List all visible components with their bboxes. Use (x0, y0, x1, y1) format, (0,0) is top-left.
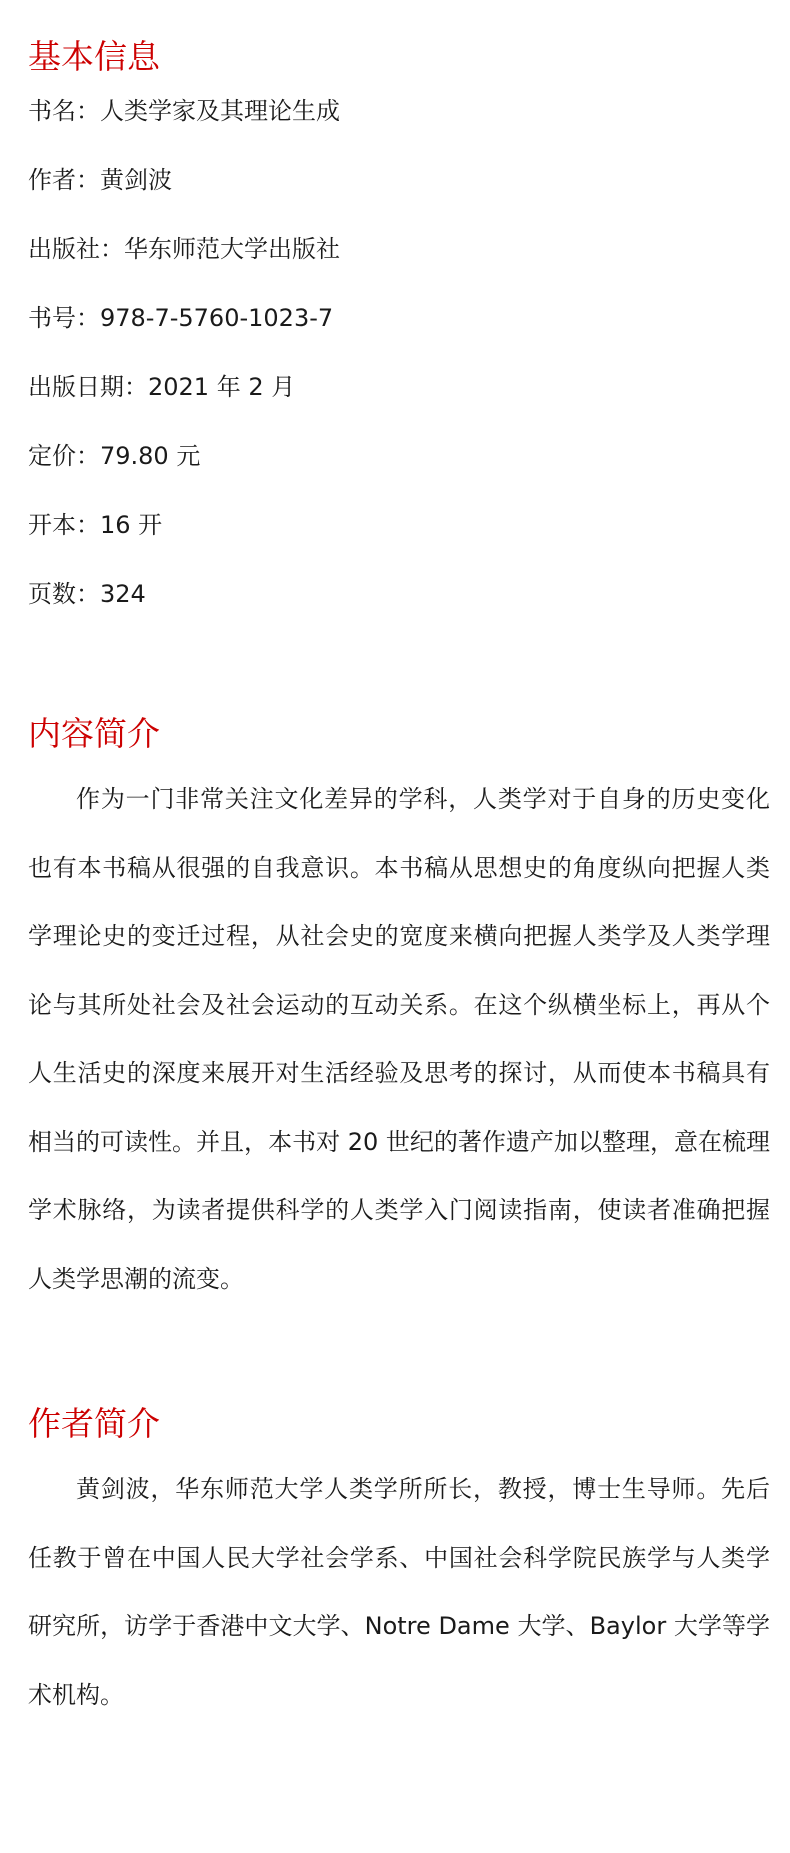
info-format: 开本：16 开 (28, 511, 163, 539)
info-author: 作者：黄剑波 (28, 166, 172, 194)
basic-info-list (28, 94, 770, 611)
basic-info-section (28, 34, 770, 611)
summary-section (28, 711, 770, 1313)
info-book-title: 书名：人类学家及其理论生成 (28, 97, 340, 125)
summary-paragraph: 作为一门非常关注文化差异的学科，人类学对于自身的历史变化也有本书稿从很强的自我意识。本书稿从思想史的角度纵向把握人类学理论史的变迁过程，从社会史的宽度来横向把握人类学及人类学理论与其所处社会及社会运动的互动关系。在这个纵横坐标上，再从个人生活史的深度来展开对生活经验及思考的探讨，从而使本书稿具有相当的可读性。并且，本书对 20 世纪的著作遗产加以整理，意在梳理学术脉络，为读者提供科学的人类学入门阅读指南，使读者准确把握人类学思潮的流变。 (28, 785, 770, 1293)
info-isbn: 书号：978-7-5760-1023-7 (28, 304, 334, 332)
author-title: 作者简介 (28, 1404, 160, 1443)
author-section (28, 1401, 770, 1729)
info-pages: 页数：324 (28, 580, 146, 608)
info-price: 定价：79.80 元 (28, 442, 201, 470)
info-publisher: 出版社：华东师范大学出版社 (28, 235, 340, 263)
author-paragraph: 黄剑波，华东师范大学人类学所所长，教授，博士生导师。先后任教于曾在中国人民大学社会学系、中国社会科学院民族学与人类学研究所，访学于香港中文大学、Notre Dame 大学、Baylor 大学等学术机构。 (28, 1475, 770, 1709)
summary-title: 内容简介 (28, 714, 160, 753)
basic-info-title: 基本信息 (28, 37, 160, 76)
info-publish-date: 出版日期：2021 年 2 月 (28, 373, 296, 401)
